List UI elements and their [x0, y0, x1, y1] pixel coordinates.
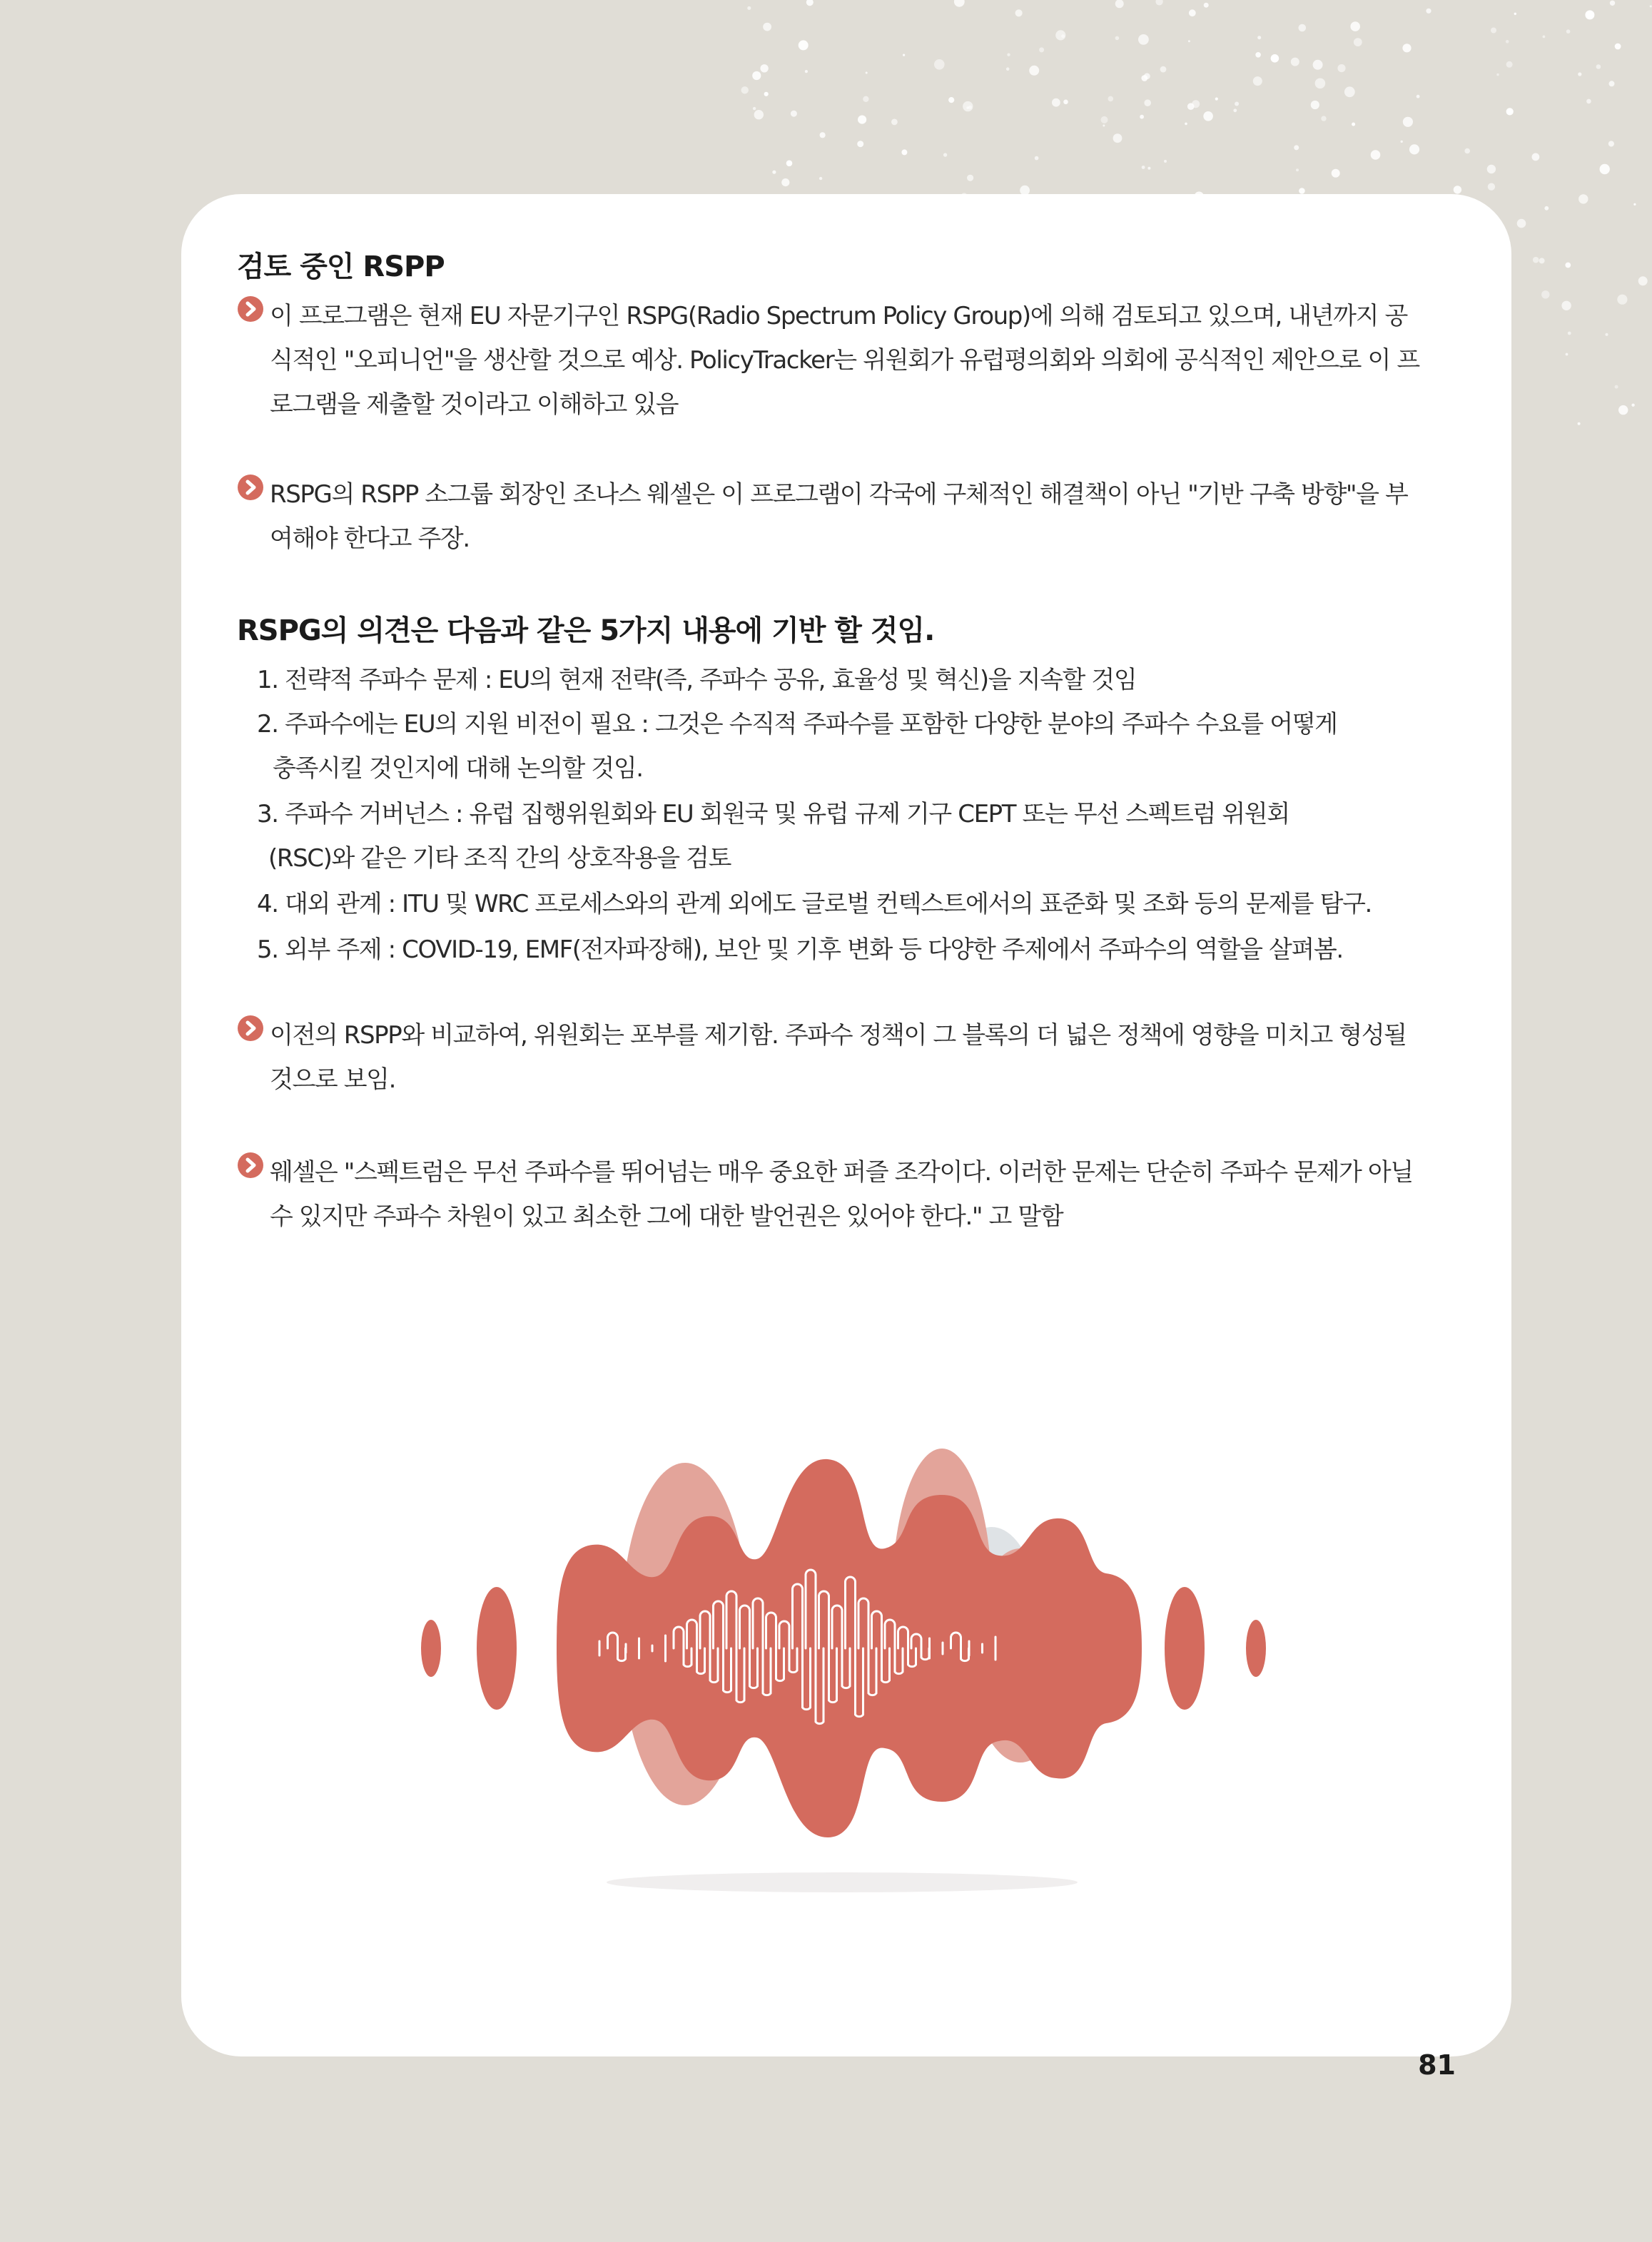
background-dot: [1294, 145, 1299, 150]
sound-wave-illustration: [400, 1427, 1284, 1912]
background-dot: [954, 0, 965, 7]
background-dot: [1596, 64, 1601, 69]
chevron-right-circle-icon: [237, 474, 264, 501]
background-dot: [1007, 54, 1010, 56]
background-dot: [1155, 0, 1162, 5]
background-dot: [764, 92, 769, 96]
background-dot: [857, 141, 863, 147]
background-dot: [806, 0, 814, 6]
background-dot: [1108, 96, 1114, 102]
background-dot: [1160, 66, 1167, 73]
background-dot: [1605, 333, 1608, 336]
background-dot: [1337, 64, 1345, 72]
background-dot: [1144, 99, 1151, 106]
background-dot: [1638, 276, 1648, 285]
background-dot: [1140, 115, 1144, 119]
background-dot: [1352, 123, 1355, 126]
background-dot: [1403, 117, 1413, 127]
background-dot: [1610, 1, 1615, 6]
background-dot: [753, 107, 756, 110]
background-dot: [948, 97, 954, 103]
background-dot: [1578, 72, 1581, 76]
list-item: 1. 전략적 주파수 문제 : EU의 현재 전략(즉, 주파수 공유, 효율성 및 혁신)을 지속할 것임: [257, 666, 1137, 694]
list-item: 2. 주파수에는 EU의 지원 비전이 필요 : 그것은 수직적 주파수를 포함한 다양한 분야의 주파수 수요를 어떻게 충족시킬 것인지에 대해 논의할 것임.: [257, 710, 1337, 783]
background-dot: [1544, 206, 1549, 210]
background-dot: [1299, 188, 1305, 194]
background-dot: [1141, 75, 1147, 81]
background-dot: [1235, 102, 1239, 106]
background-dot: [1586, 99, 1591, 104]
background-dot: [1188, 40, 1190, 42]
background-dot: [1164, 160, 1167, 163]
background-dot: [1506, 40, 1509, 44]
background-dot: [1578, 194, 1588, 203]
background-dot: [1615, 44, 1621, 50]
section-heading-rspg-opinion: RSPG의 의견은 다음과 같은 5가지 내용에 기반 할 것임.: [237, 614, 935, 647]
background-dot: [1650, 5, 1652, 7]
background-dot: [1147, 167, 1150, 170]
bullet-ambition: [237, 1013, 1464, 1102]
background-dot: [791, 111, 797, 117]
background-dot: [891, 119, 898, 126]
wave-oval-right: [1165, 1587, 1205, 1710]
background-dot: [943, 153, 947, 156]
background-dot: [1296, 168, 1299, 171]
background-dot: [1539, 258, 1545, 263]
background-dot: [1189, 9, 1196, 16]
background-dot: [1566, 353, 1569, 356]
background-dot: [1517, 219, 1526, 228]
background-dot: [1138, 34, 1149, 45]
background-dot: [1142, 166, 1145, 169]
background-dot: [1371, 150, 1381, 160]
background-dot: [1101, 116, 1108, 123]
chevron-right-circle-icon: [237, 1152, 264, 1179]
bullet-text: 웨셀은 "스펙트럼은 무선 주파수를 뛰어넘는 매우 중요한 퍼즐 조각이다. 이러한 문제는 단순히 주파수 문제가 아닐 수 있지만 주파수 차원이 있고 최소한 그에 대한 발언권은 있어야 한다." 고 말함: [270, 1158, 1413, 1231]
background-dot: [1565, 263, 1571, 268]
background-dot: [1561, 301, 1571, 310]
background-dot: [1113, 133, 1123, 143]
background-dot: [1402, 44, 1411, 52]
background-dot: [934, 59, 945, 70]
background-dot: [1253, 76, 1262, 86]
background-dot: [1052, 98, 1060, 107]
background-dot: [1299, 24, 1307, 32]
background-dot: [1187, 103, 1195, 110]
background-dot: [1600, 164, 1610, 174]
background-dot: [1103, 125, 1105, 127]
background-dot: [1313, 60, 1323, 70]
background-dot: [819, 177, 822, 180]
background-dot: [1409, 144, 1419, 154]
background-dot: [1488, 183, 1495, 191]
background-dot: [1332, 169, 1340, 178]
background-dot: [772, 171, 776, 174]
wave-shadow: [607, 1872, 1078, 1892]
background-dot: [1115, 36, 1120, 41]
background-dot: [741, 86, 749, 93]
background-dot: [1417, 95, 1420, 98]
background-dot: [1063, 100, 1068, 105]
background-dot: [799, 40, 809, 50]
background-dot: [1491, 28, 1496, 34]
background-dot: [1271, 54, 1279, 63]
list-item: 3. 주파수 거버넌스 : 유럽 집행위원회와 EU 회원국 및 유럽 규제 기구 CEPT 또는 무선 스펙트럼 위원회 (RSC)와 같은 기타 조직 간의 상호작용을 검토: [257, 800, 1289, 873]
background-dot: [1291, 58, 1299, 66]
background-dot: [1514, 13, 1516, 15]
background-dot: [1255, 52, 1261, 58]
list-item: 4. 대외 관계 : ITU 및 WRC 프로세스와의 관계 외에도 글로벌 컨텍스트에서의 표준화 및 조화 등의 문제를 탐구.: [257, 890, 1372, 918]
wave-oval-left: [477, 1587, 517, 1710]
bullet-text: RSPG의 RSPP 소그룹 회장인 조나스 웨셀은 이 프로그램이 각국에 구체적인 해결책이 아닌 "기반 구축 방향"을 부 여해야 한다고 주장.: [270, 480, 1408, 553]
background-dot: [1617, 295, 1627, 305]
background-dot: [1185, 123, 1187, 126]
background-dot: [1035, 156, 1039, 161]
background-dot: [1426, 9, 1431, 14]
background-dot: [901, 149, 907, 155]
background-dot: [1215, 98, 1218, 101]
background-dot: [1543, 36, 1546, 39]
background-dot: [754, 110, 764, 119]
background-dot: [763, 23, 771, 31]
page-number: 81: [1418, 2049, 1456, 2081]
background-dot: [1015, 9, 1023, 16]
background-dot: [1609, 81, 1615, 86]
background-dot: [1506, 108, 1514, 115]
background-dot: [760, 64, 768, 72]
background-dot: [968, 106, 972, 109]
background-dot: [781, 178, 789, 186]
bullet-wessel-quote: [237, 1150, 1464, 1239]
background-dot: [1568, 332, 1571, 335]
background-dot: [786, 161, 793, 167]
background-dot: [1039, 47, 1044, 52]
background-dot: [1578, 422, 1581, 425]
background-dot: [1533, 257, 1539, 263]
background-dot: [1006, 67, 1010, 71]
chevron-right-circle-icon: [237, 295, 264, 323]
bullet-text: 이 프로그램은 현재 EU 자문기구인 RSPG(Radio Spectrum Policy Group)에 의해 검토되고 있으며, 내년까지 공 식적인 "오피니언"을 생산할 것으로 예상. PolicyTracker는 위원회가 유럽평의회와 의회에 공식적인 제안으로 이 프 로그램을 제출할 것이라고 이해하고 있음: [270, 302, 1419, 419]
wave-dot-right: [1246, 1620, 1266, 1677]
background-dot: [858, 116, 866, 124]
background-dot: [1257, 36, 1261, 39]
chevron-right-circle-icon: [237, 1015, 264, 1042]
background-dot: [1541, 290, 1549, 298]
background-dot: [1233, 108, 1237, 112]
bullet-rspg-review: [237, 294, 1464, 427]
background-dot: [1344, 86, 1355, 97]
background-dot: [863, 96, 868, 102]
list-item: 5. 외부 주제 : COVID-19, EMF(전자파장해), 보안 및 기후 변화 등 다양한 주제에서 주파수의 역할을 살펴봄.: [257, 935, 1343, 964]
background-dot: [1204, 3, 1209, 8]
section-heading-rspp-review: 검토 중인 RSPP: [237, 250, 445, 283]
background-dot: [1615, 385, 1618, 389]
background-dot: [1115, 0, 1124, 8]
background-dot: [1029, 66, 1039, 76]
background-dot: [747, 6, 751, 10]
background-dot: [1585, 10, 1594, 19]
background-dot: [1464, 148, 1470, 154]
background-dot: [1487, 165, 1496, 173]
background-dot: [1454, 186, 1461, 193]
background-dot: [752, 71, 761, 80]
background-dot: [1401, 141, 1403, 143]
background-dot: [1566, 29, 1571, 34]
bullet-wessel-claim: [237, 472, 1464, 561]
background-dot: [1506, 61, 1513, 68]
background-dot: [805, 70, 808, 73]
background-dot: [1354, 38, 1362, 46]
background-dot: [1608, 141, 1614, 146]
background-dot: [1061, 34, 1065, 38]
background-dot: [1618, 405, 1628, 415]
wave-dot-left: [421, 1620, 441, 1677]
background-dot: [1203, 111, 1213, 121]
bullet-text: 이전의 RSPP와 비교하여, 위원회는 포부를 제기함. 주파수 정책이 그 블록의 더 넓은 정책에 영향을 미치고 형성될 것으로 보임.: [270, 1021, 1407, 1094]
background-dot: [967, 175, 973, 181]
background-dot: [903, 54, 905, 56]
background-dot: [1532, 153, 1540, 161]
background-dot: [1350, 21, 1360, 31]
background-dot: [1321, 116, 1326, 121]
background-dot: [1315, 78, 1326, 89]
background-dot: [1496, 73, 1499, 76]
background-dot: [866, 72, 868, 74]
background-dot: [1631, 404, 1634, 407]
background-dot: [1311, 101, 1319, 109]
background-dot: [820, 132, 826, 138]
background-dot: [1633, 203, 1636, 206]
